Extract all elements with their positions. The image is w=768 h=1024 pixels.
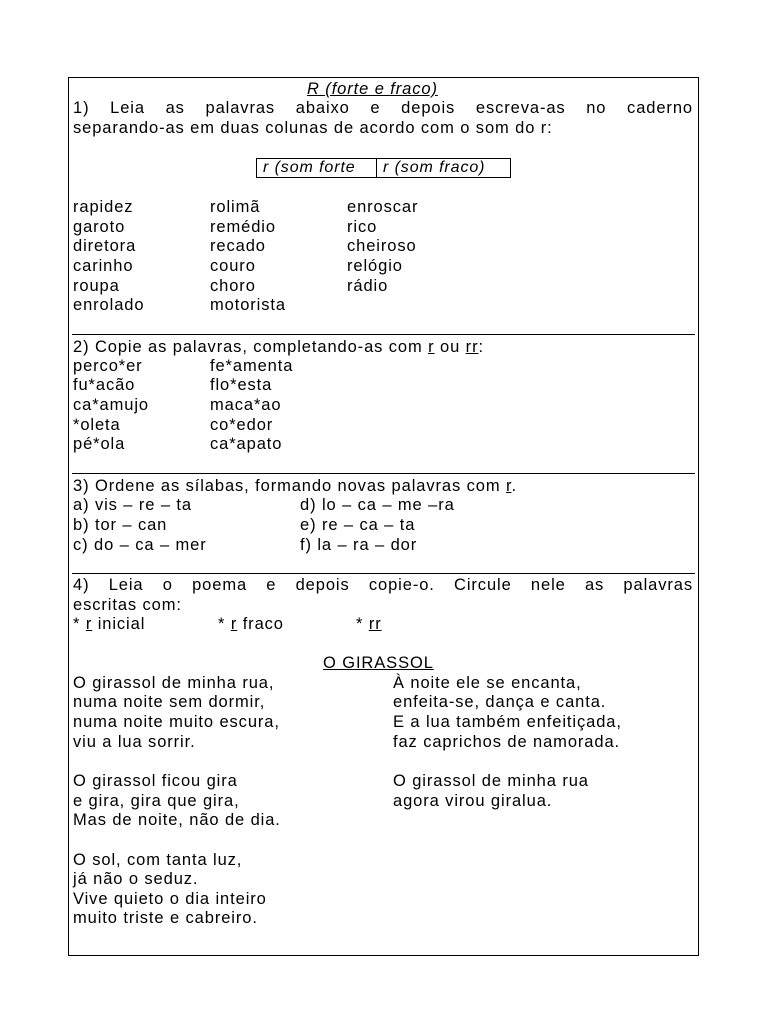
q1-instruction-line1: 1) Leia as palavras abaixo e depois escreva-as no caderno <box>73 99 693 117</box>
q2-mid: ou <box>434 338 466 356</box>
q4-option-r-fraco <box>218 614 284 634</box>
syllable-item: d) lo – ca – me –ra <box>300 496 455 514</box>
q3-end: . <box>511 477 517 495</box>
header-som-forte: r (som forte <box>257 159 377 177</box>
q4-opt3-rr: rr <box>368 615 382 633</box>
word: enroscar <box>347 198 419 216</box>
poem-line: E a lua também enfeitiçada, <box>393 713 622 731</box>
word: rapidez <box>73 198 134 216</box>
poem-line: numa noite sem dormir, <box>73 693 266 711</box>
word: co*edor <box>210 416 274 434</box>
poem-line: viu a lua sorrir. <box>73 733 196 751</box>
q4-instruction-line1: 4) Leia o poema e depois copie-o. Circule nele as palavras <box>73 576 693 594</box>
q4-opt2-rest: fraco <box>237 615 284 633</box>
q3-r: r <box>505 477 512 495</box>
syllable-item: a) vis – re – ta <box>73 496 192 514</box>
q2-r: r <box>428 338 435 356</box>
poem-line: O sol, com tanta luz, <box>73 851 243 869</box>
q4-opt3-star: * <box>356 615 369 633</box>
word: pé*ola <box>73 435 126 453</box>
q4-opt1-r: r <box>85 615 93 633</box>
word: roupa <box>73 277 120 295</box>
poem-title: O GIRASSOL <box>323 654 434 672</box>
q3-prefix: 3) Ordene as sílabas, formando novas palavras com <box>73 477 506 495</box>
poem-line: agora virou giralua. <box>393 792 553 810</box>
word: rádio <box>347 277 389 295</box>
q4-opt1-rest: inicial <box>92 615 146 633</box>
poem-line: O girassol de minha rua <box>393 772 589 790</box>
word: remédio <box>210 218 276 236</box>
word: fu*acão <box>73 376 136 394</box>
q4-opt2-star: * <box>218 615 231 633</box>
poem-line: O girassol de minha rua, <box>73 674 275 692</box>
word: perco*er <box>73 357 143 375</box>
word: maca*ao <box>210 396 282 414</box>
word: garoto <box>73 218 126 236</box>
q2-instruction <box>73 337 484 357</box>
syllable-item: b) tor – can <box>73 516 168 534</box>
worksheet-title: R (forte e fraco) <box>307 80 438 98</box>
poem-line: Vive quieto o dia inteiro <box>73 890 267 908</box>
syllable-item: c) do – ca – mer <box>73 536 207 554</box>
poem-line: Mas de noite, não de dia. <box>73 811 281 829</box>
word: recado <box>210 237 266 255</box>
section-divider <box>72 473 695 474</box>
word: flo*esta <box>210 376 273 394</box>
q4-option-r-inicial <box>73 614 145 634</box>
word: ca*apato <box>210 435 283 453</box>
poem-line: À noite ele se encanta, <box>393 674 582 692</box>
word: fe*amenta <box>210 357 294 375</box>
q2-rr: rr <box>465 338 479 356</box>
q4-opt2-r: r <box>230 615 238 633</box>
section-divider <box>72 573 695 574</box>
poem-line: e gira, gira que gira, <box>73 792 240 810</box>
sound-columns-table <box>256 158 511 178</box>
q1-instruction-line2: separando-as em duas colunas de acordo com o som do r: <box>73 119 553 137</box>
word: choro <box>210 277 256 295</box>
poem-line: já não o seduz. <box>73 870 199 888</box>
word: cheiroso <box>347 237 417 255</box>
word: couro <box>210 257 256 275</box>
q3-instruction <box>73 476 517 496</box>
q4-option-rr <box>356 614 382 634</box>
poem-line: O girassol ficou gira <box>73 772 238 790</box>
word: rico <box>347 218 378 236</box>
q4-opt1-star: * <box>73 615 86 633</box>
word: *oleta <box>73 416 121 434</box>
word: diretora <box>73 237 137 255</box>
section-divider <box>72 334 695 335</box>
syllable-item: e) re – ca – ta <box>300 516 416 534</box>
q4-instruction-line2: escritas com: <box>73 596 182 614</box>
word: enrolado <box>73 296 145 314</box>
poem-line: enfeita-se, dança e canta. <box>393 693 607 711</box>
word: carinho <box>73 257 134 275</box>
syllable-item: f) la – ra – dor <box>300 536 418 554</box>
poem-line: muito triste e cabreiro. <box>73 909 258 927</box>
word: rolimã <box>210 198 261 216</box>
word: motorista <box>210 296 286 314</box>
poem-line: faz caprichos de namorada. <box>393 733 621 751</box>
poem-line: numa noite muito escura, <box>73 713 280 731</box>
q2-prefix: 2) Copie as palavras, completando-as com <box>73 338 429 356</box>
word: relógio <box>347 257 403 275</box>
q2-end: : <box>478 338 484 356</box>
header-som-fraco: r (som fraco) <box>383 159 486 176</box>
word: ca*amujo <box>73 396 149 414</box>
